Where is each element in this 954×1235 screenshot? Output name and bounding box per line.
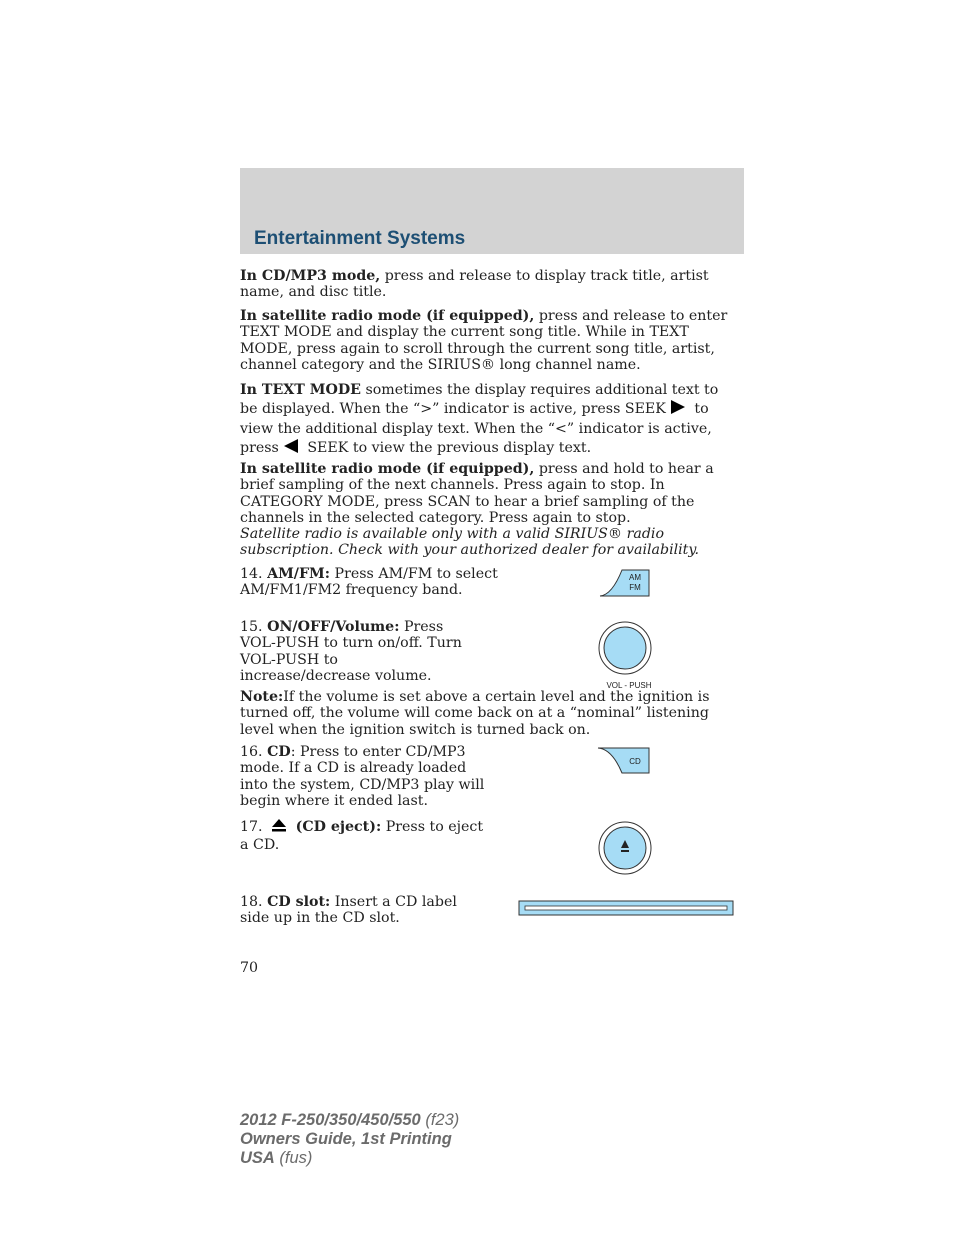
sat-text-lead: In satellite radio mode (if equipped), xyxy=(240,308,535,324)
item-14-am-fm xyxy=(240,566,500,599)
item-label: CD slot: xyxy=(267,894,331,910)
item-text: Insert a CD label side up in the CD slot. xyxy=(240,894,457,927)
text-mode-text-2: to view the additional display text. When the “<” indicator is active, press xyxy=(240,401,712,456)
footer-line-3 xyxy=(240,1149,459,1168)
fm-label: FM xyxy=(629,583,641,592)
footer-market-code: (fus) xyxy=(274,1149,313,1167)
footer-line-2 xyxy=(240,1130,459,1149)
text-mode-lead: In TEXT MODE xyxy=(240,382,361,398)
item-text: Press VOL-PUSH to turn on/off. Turn VOL-PUSH to increase/decrease volume. xyxy=(240,619,462,685)
sat-scan-paragraph xyxy=(240,461,740,527)
item-label: (CD eject): xyxy=(295,819,382,835)
am-fm-button-figure xyxy=(598,569,652,599)
seek-left-icon xyxy=(283,438,299,459)
footer-line-1 xyxy=(240,1111,459,1130)
item-16-cd xyxy=(240,744,492,810)
item-number: 14. xyxy=(240,566,263,582)
cd-mode-text: press and release to display track title, artist name, and disc title. xyxy=(240,268,709,301)
item-text: Press to eject a CD. xyxy=(240,819,484,854)
item-number: 18. xyxy=(240,894,263,910)
cd-eject-button-figure xyxy=(596,820,654,878)
cd-button-figure xyxy=(596,746,652,776)
item-number: 15. xyxy=(240,619,263,635)
item-18-cd-slot xyxy=(240,894,490,927)
footer-code: (f23) xyxy=(420,1111,460,1129)
item-text: : Press to enter CD/MP3 mode. If a CD is already loaded into the system, CD/MP3 play will begin where it ended last. xyxy=(240,744,485,810)
volume-note xyxy=(240,689,742,738)
item-15-on-off-volume xyxy=(240,619,472,685)
note-label: Note: xyxy=(240,689,284,705)
footer-market: USA xyxy=(240,1149,275,1167)
item-label: AM/FM: xyxy=(267,566,331,582)
item-17-cd-eject xyxy=(240,817,494,854)
sat-scan-lead: In satellite radio mode (if equipped), xyxy=(240,461,535,477)
page-title: Entertainment Systems xyxy=(254,228,466,249)
vol-push-knob-figure xyxy=(596,620,662,692)
am-label: AM xyxy=(629,573,641,582)
sat-scan-text: press and hold to hear a brief sampling of the next channels. Press again to stop. In CATEGORY MODE, press SCAN to hear a brief sampling of the channels in the selected category. Press again to stop. xyxy=(240,461,714,527)
item-label: ON/OFF/Volume: xyxy=(267,619,400,635)
cd-mode-lead: In CD/MP3 mode, xyxy=(240,268,381,284)
footer-model: 2012 F-250/350/450/550 xyxy=(240,1111,421,1129)
footer xyxy=(240,1111,459,1168)
item-number: 17. xyxy=(240,819,263,835)
footer-printing: Owners Guide, 1st Printing xyxy=(240,1130,452,1148)
sat-availability-note: Satellite radio is available only with a valid SIRIUS® radio subscription. Check with your authorized dealer for availability. xyxy=(240,526,700,559)
text-mode-paragraph xyxy=(240,381,740,459)
header-band xyxy=(240,168,744,254)
cd-label: CD xyxy=(629,757,641,766)
item-text: Press AM/FM to select AM/FM1/FM2 frequency band. xyxy=(240,566,498,599)
text-mode-text-3: SEEK to view the previous display text. xyxy=(302,440,592,456)
page-number: 70 xyxy=(240,960,259,976)
sat-text-text: press and release to enter TEXT MODE and display the current song title. While in TEXT MODE, press again to scroll through the current song title, artist, channel category and the SIRIUS® long channel name. xyxy=(240,308,728,374)
note-text: If the volume is set above a certain level and the ignition is turned off, the volume will come back on at a “nominal” listening level when the ignition switch is turned back on. xyxy=(240,689,710,738)
text-mode-text-1: sometimes the display requires additional text to be displayed. When the “>” indicator is active, press SEEK xyxy=(240,382,719,417)
eject-icon xyxy=(271,817,287,837)
vol-push-label: VOL - PUSH xyxy=(606,681,652,690)
item-label: CD xyxy=(267,744,291,760)
cd-mode-paragraph xyxy=(240,268,740,301)
sat-text-paragraph xyxy=(240,308,740,374)
seek-right-icon xyxy=(670,399,686,420)
item-number: 16. xyxy=(240,744,263,760)
cd-slot-figure xyxy=(518,900,736,918)
